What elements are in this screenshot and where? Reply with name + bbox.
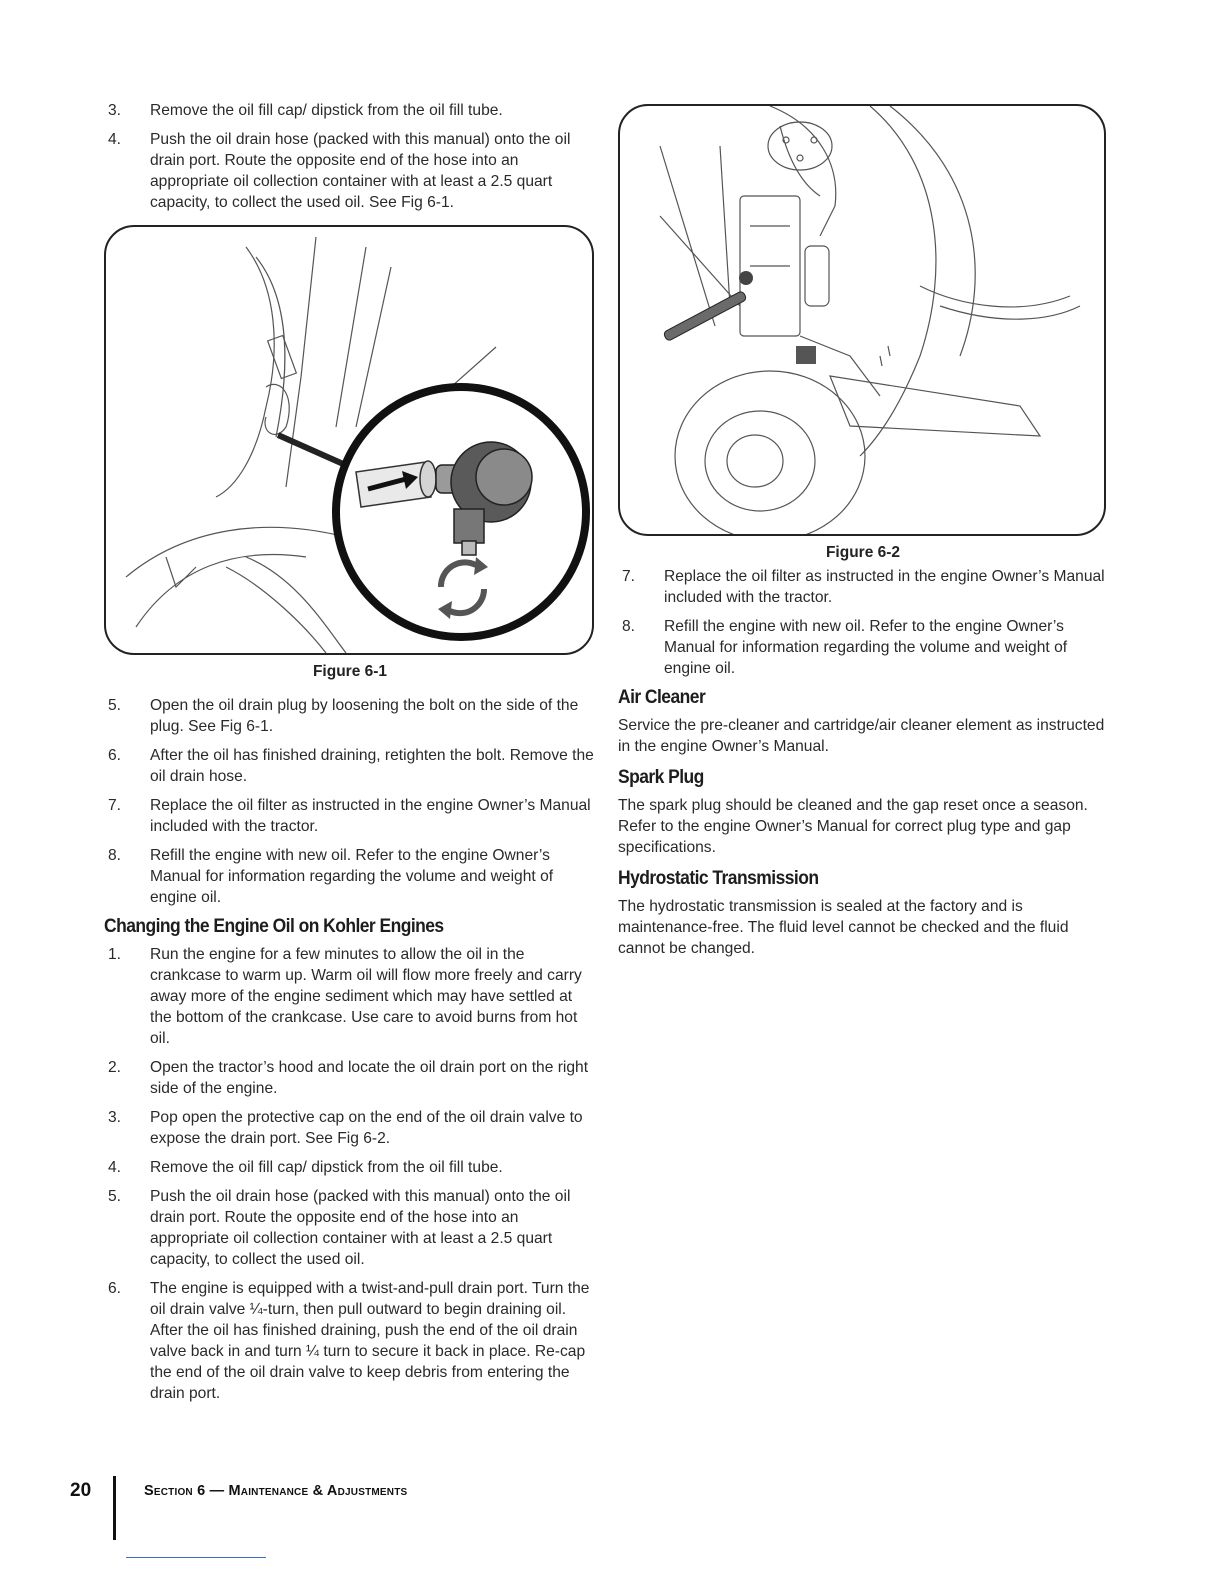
bottom-rule bbox=[126, 1557, 266, 1558]
list-item: 6. After the oil has finished draining, retighten the bolt. Remove the oil drain hose. bbox=[108, 747, 594, 785]
kohler-drain-illustration bbox=[620, 106, 1104, 534]
figure-6-1 bbox=[104, 225, 594, 655]
list-item: 2. Open the tractor’s hood and locate the oil drain port on the right side of the engine. bbox=[108, 1059, 589, 1097]
list-item: 7. Replace the oil filter as instructed in the engine Owner’s Manual included with the tractor. bbox=[622, 568, 1105, 606]
after-steps bbox=[104, 695, 596, 908]
left-column bbox=[104, 100, 596, 1412]
list-item: 4. Push the oil drain hose (packed with this manual) onto the oil drain port. Route the opposite end of the hose into an appropriate oil collection container with at least a 2.5 quart capacity, to collect the used oil. See Fig 6-1. bbox=[108, 131, 571, 211]
bracket-icon bbox=[796, 346, 816, 364]
list-item: 8. Refill the engine with new oil. Refer to the engine Owner’s Manual for information regarding the volume and weight of engine oil. bbox=[622, 618, 1068, 677]
list-item: 1. Run the engine for a few minutes to allow the oil in the crankcase to warm up. Warm oil will flow more freely and carry away more of the engine sediment which may have settled at the bottom of the crankcase. Use care to avoid burns from hot oil. bbox=[108, 946, 582, 1047]
right-column bbox=[618, 104, 1108, 969]
list-item: 8. Refill the engine with new oil. Refer to the engine Owner’s Manual for information regarding the volume and weight of engine oil. bbox=[108, 847, 554, 906]
right-steps bbox=[618, 566, 1108, 679]
intro-steps bbox=[104, 100, 596, 213]
list-item: 3. Remove the oil fill cap/ dipstick from the oil fill tube. bbox=[108, 102, 503, 119]
section-heading-kohler: Changing the Engine Oil on Kohler Engines bbox=[104, 916, 444, 937]
list-item: 5. Push the oil drain hose (packed with this manual) onto the oil drain port. Route the opposite end of the hose into an appropriate oil collection container with at least a 2.5 quart capacity, to collect the used oil. bbox=[108, 1188, 571, 1268]
kohler-steps bbox=[104, 944, 596, 1404]
page-footer bbox=[70, 1476, 670, 1536]
section-heading-spark-plug: Spark Plug bbox=[618, 767, 704, 788]
list-item: 5. Open the oil drain plug by loosening the bolt on the side of the plug. See Fig 6-1. bbox=[108, 697, 579, 735]
spark-plug-text: The spark plug should be cleaned and the gap reset once a season. Refer to the engine Owner’s Manual for correct plug type and gap specifications. bbox=[618, 797, 1088, 856]
list-item: 4. Remove the oil fill cap/ dipstick from the oil fill tube. bbox=[108, 1159, 503, 1176]
list-item: 3. Pop open the protective cap on the end of the oil drain valve to expose the drain port. See Fig 6-2. bbox=[108, 1109, 583, 1147]
section-heading-hydrostatic: Hydrostatic Transmission bbox=[618, 868, 819, 889]
figure-6-2 bbox=[618, 104, 1106, 536]
air-cleaner-text: Service the pre-cleaner and cartridge/air cleaner element as instructed in the engine Owner’s Manual. bbox=[618, 717, 1105, 755]
list-item: 6. The engine is equipped with a twist-and-pull drain port. Turn the oil drain valve ¼-turn, then pull outward to begin draining oil. After the oil has finished draining, push the end of the oil drain valve back in and turn ¼ turn to secure it back in place. Re-cap the end of the oil drain valve to keep debris from entering the drain port. bbox=[108, 1280, 590, 1402]
figure-caption: Figure 6-1 bbox=[312, 663, 388, 680]
footer-section-title: Section 6 — Maintenance & Adjustments bbox=[144, 1483, 408, 1499]
drain-hose-icon bbox=[663, 290, 747, 341]
hydrostatic-text: The hydrostatic transmission is sealed at the factory and is maintenance-free. The fluid level cannot be checked and the fluid cannot be changed. bbox=[618, 898, 1069, 957]
drain-valve-icon bbox=[739, 271, 753, 285]
footer-divider bbox=[113, 1476, 116, 1540]
page-number: 20 bbox=[70, 1480, 92, 1501]
section-heading-air-cleaner: Air Cleaner bbox=[618, 687, 706, 708]
figure-caption: Figure 6-2 bbox=[825, 544, 901, 561]
list-item: 7. Replace the oil filter as instructed in the engine Owner’s Manual included with the tractor. bbox=[108, 797, 591, 835]
oil-drain-illustration bbox=[106, 227, 592, 653]
